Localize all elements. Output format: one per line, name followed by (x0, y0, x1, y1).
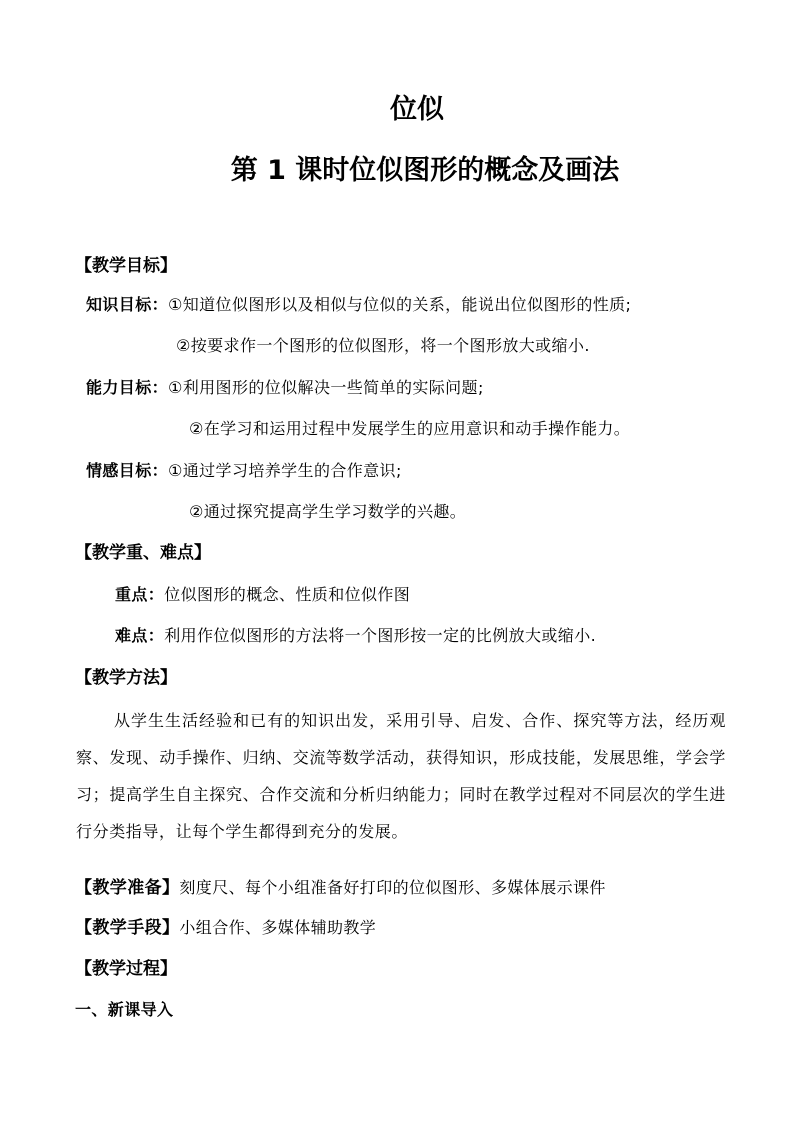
means-text: 小组合作、多媒体辅助教学 (179, 918, 377, 937)
document-title: 位似 (390, 94, 444, 125)
knowledge-objective-item-1: ①知道位似图形以及相似与位似的关系，能说出位似图形的性质; (168, 295, 632, 314)
emotion-objective-label: 情感目标： (86, 461, 169, 480)
means-row (75, 920, 376, 937)
difficulty-label: 难点： (115, 626, 165, 645)
emotion-objective-item-1: ①通过学习培养学生的合作意识; (168, 461, 402, 480)
emotion-objective-row (86, 463, 402, 479)
section-heading-objectives: 【教学目标】 (75, 256, 177, 276)
preparation-text: 刻度尺、每个小组准备好打印的位似图形、多媒体展示课件 (179, 878, 606, 897)
key-point-row (115, 587, 410, 603)
methods-paragraph: 从学生生活经验和已有的知识出发，采用引导、启发、合作、探究等方法，经历观察、发现、动手操作、归纳、交流等数学活动，获得知识，形成技能，发展思维，学会学习；提高学生自主探究、合作交流和分析归纳能力；同时在教学过程对不同层次的学生进行分类指导，让每个学生都得到充分的发展。 (76, 711, 726, 841)
section-heading-preparation: 【教学准备】 (75, 878, 180, 898)
ability-objective-row (86, 380, 484, 396)
difficulty-row (115, 628, 596, 644)
knowledge-objective-label: 知识目标： (86, 295, 169, 314)
ability-objective-label: 能力目标： (86, 378, 169, 397)
knowledge-objective-item-2: ②按要求作一个图形的位似图形，将一个图形放大或缩小. (176, 336, 590, 355)
knowledge-objective-row (86, 297, 631, 313)
preparation-row (75, 880, 606, 897)
section-heading-methods: 【教学方法】 (75, 668, 177, 688)
section-heading-process: 【教学过程】 (75, 959, 177, 979)
document-subtitle: 第 1 课时位似图形的概念及画法 (230, 155, 620, 186)
process-step-1: 一、新课导入 (75, 1000, 174, 1019)
difficulty-text: 利用作位似图形的方法将一个图形按一定的比例放大或缩小. (164, 626, 597, 645)
ability-objective-item-1: ①利用图形的位似解决一些简单的实际问题; (168, 378, 484, 397)
emotion-objective-item-2: ②通过探究提高学生学习数学的兴趣。 (189, 502, 467, 521)
section-heading-means: 【教学手段】 (75, 918, 180, 938)
section-heading-key-points: 【教学重、难点】 (75, 543, 211, 563)
ability-objective-item-2: ②在学习和运用过程中发展学生的应用意识和动手操作能力。 (189, 419, 631, 438)
key-point-label: 重点： (115, 585, 165, 604)
key-point-text: 位似图形的概念、性质和位似作图 (164, 585, 411, 604)
